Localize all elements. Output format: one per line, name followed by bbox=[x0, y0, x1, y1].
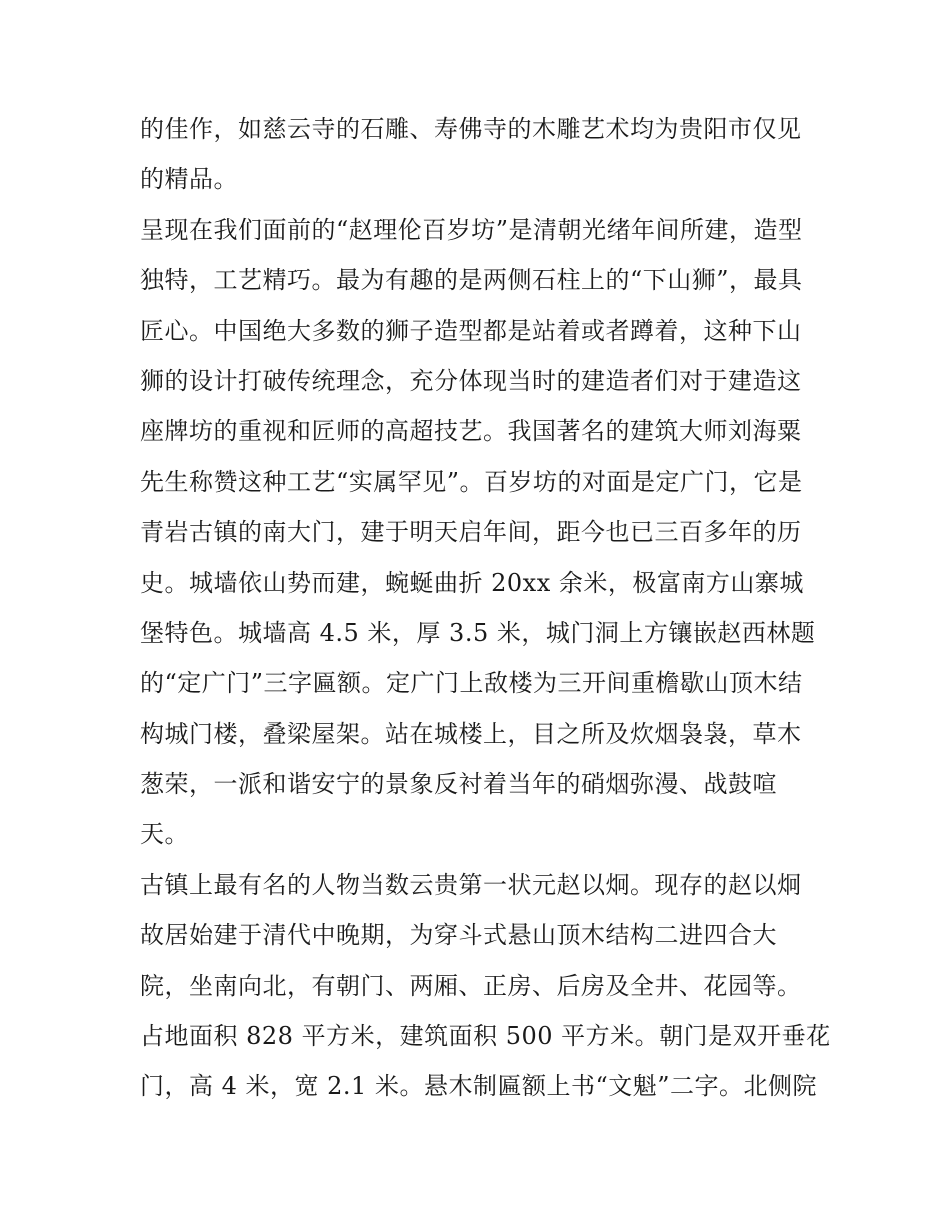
text-line: 的精品。 bbox=[140, 165, 238, 194]
text-line: 古镇上最有名的人物当数云贵第一状元赵以炯。现存的赵以炯 bbox=[140, 870, 802, 899]
text-line: 先生称赞这种工艺“实属罕见”。百岁坊的对面是定广门，它是 bbox=[140, 467, 803, 496]
text-line: 故居始建于清代中晚期，为穿斗式悬山顶木结构二进四合大 bbox=[140, 921, 777, 950]
text-line: 匠心。中国绝大多数的狮子造型都是站着或者蹲着，这种下山 bbox=[140, 316, 802, 345]
text-line: 院，坐南向北，有朝门、两厢、正房、后房及全井、花园等。 bbox=[140, 971, 802, 1000]
text-line: 天。 bbox=[140, 820, 189, 849]
text-line: 的“定广门”三字匾额。定广门上敌楼为三开间重檐歇山顶木结 bbox=[140, 669, 803, 698]
text-line: 门，高 4 米，宽 2.1 米。悬木制匾额上书“文魁”二字。北侧院 bbox=[140, 1072, 817, 1101]
text-line: 构城门楼，叠梁屋架。站在城楼上，目之所及炊烟袅袅，草木 bbox=[140, 719, 802, 748]
text-line: 狮的设计打破传统理念，充分体现当时的建造者们对于建造这 bbox=[140, 366, 802, 395]
text-line: 葱荣，一派和谐安宁的景象反衬着当年的硝烟弥漫、战鼓喧 bbox=[140, 770, 777, 799]
text-line: 独特，工艺精巧。最为有趣的是两侧石柱上的“下山狮”，最具 bbox=[140, 266, 803, 295]
text-line: 堡特色。城墙高 4.5 米，厚 3.5 米，城门洞上方镶嵌赵西林题 bbox=[140, 618, 816, 647]
text-line: 占地面积 828 平方米，建筑面积 500 平方米。朝门是双开垂花 bbox=[140, 1022, 831, 1051]
text-line: 呈现在我们面前的“赵理伦百岁坊”是清朝光绪年间所建，造型 bbox=[140, 215, 803, 244]
text-line: 史。城墙依山势而建，蜿蜒曲折 20xx 余米，极富南方山寨城 bbox=[140, 568, 804, 597]
text-line: 青岩古镇的南大门，建于明天启年间，距今也已三百多年的历 bbox=[140, 518, 802, 547]
text-line: 的佳作，如慈云寺的石雕、寿佛寺的木雕艺术均为贵阳市仅见 bbox=[140, 115, 802, 143]
body-text bbox=[140, 104, 831, 1112]
text-line: 座牌坊的重视和匠师的高超技艺。我国著名的建筑大师刘海粟 bbox=[140, 417, 802, 446]
